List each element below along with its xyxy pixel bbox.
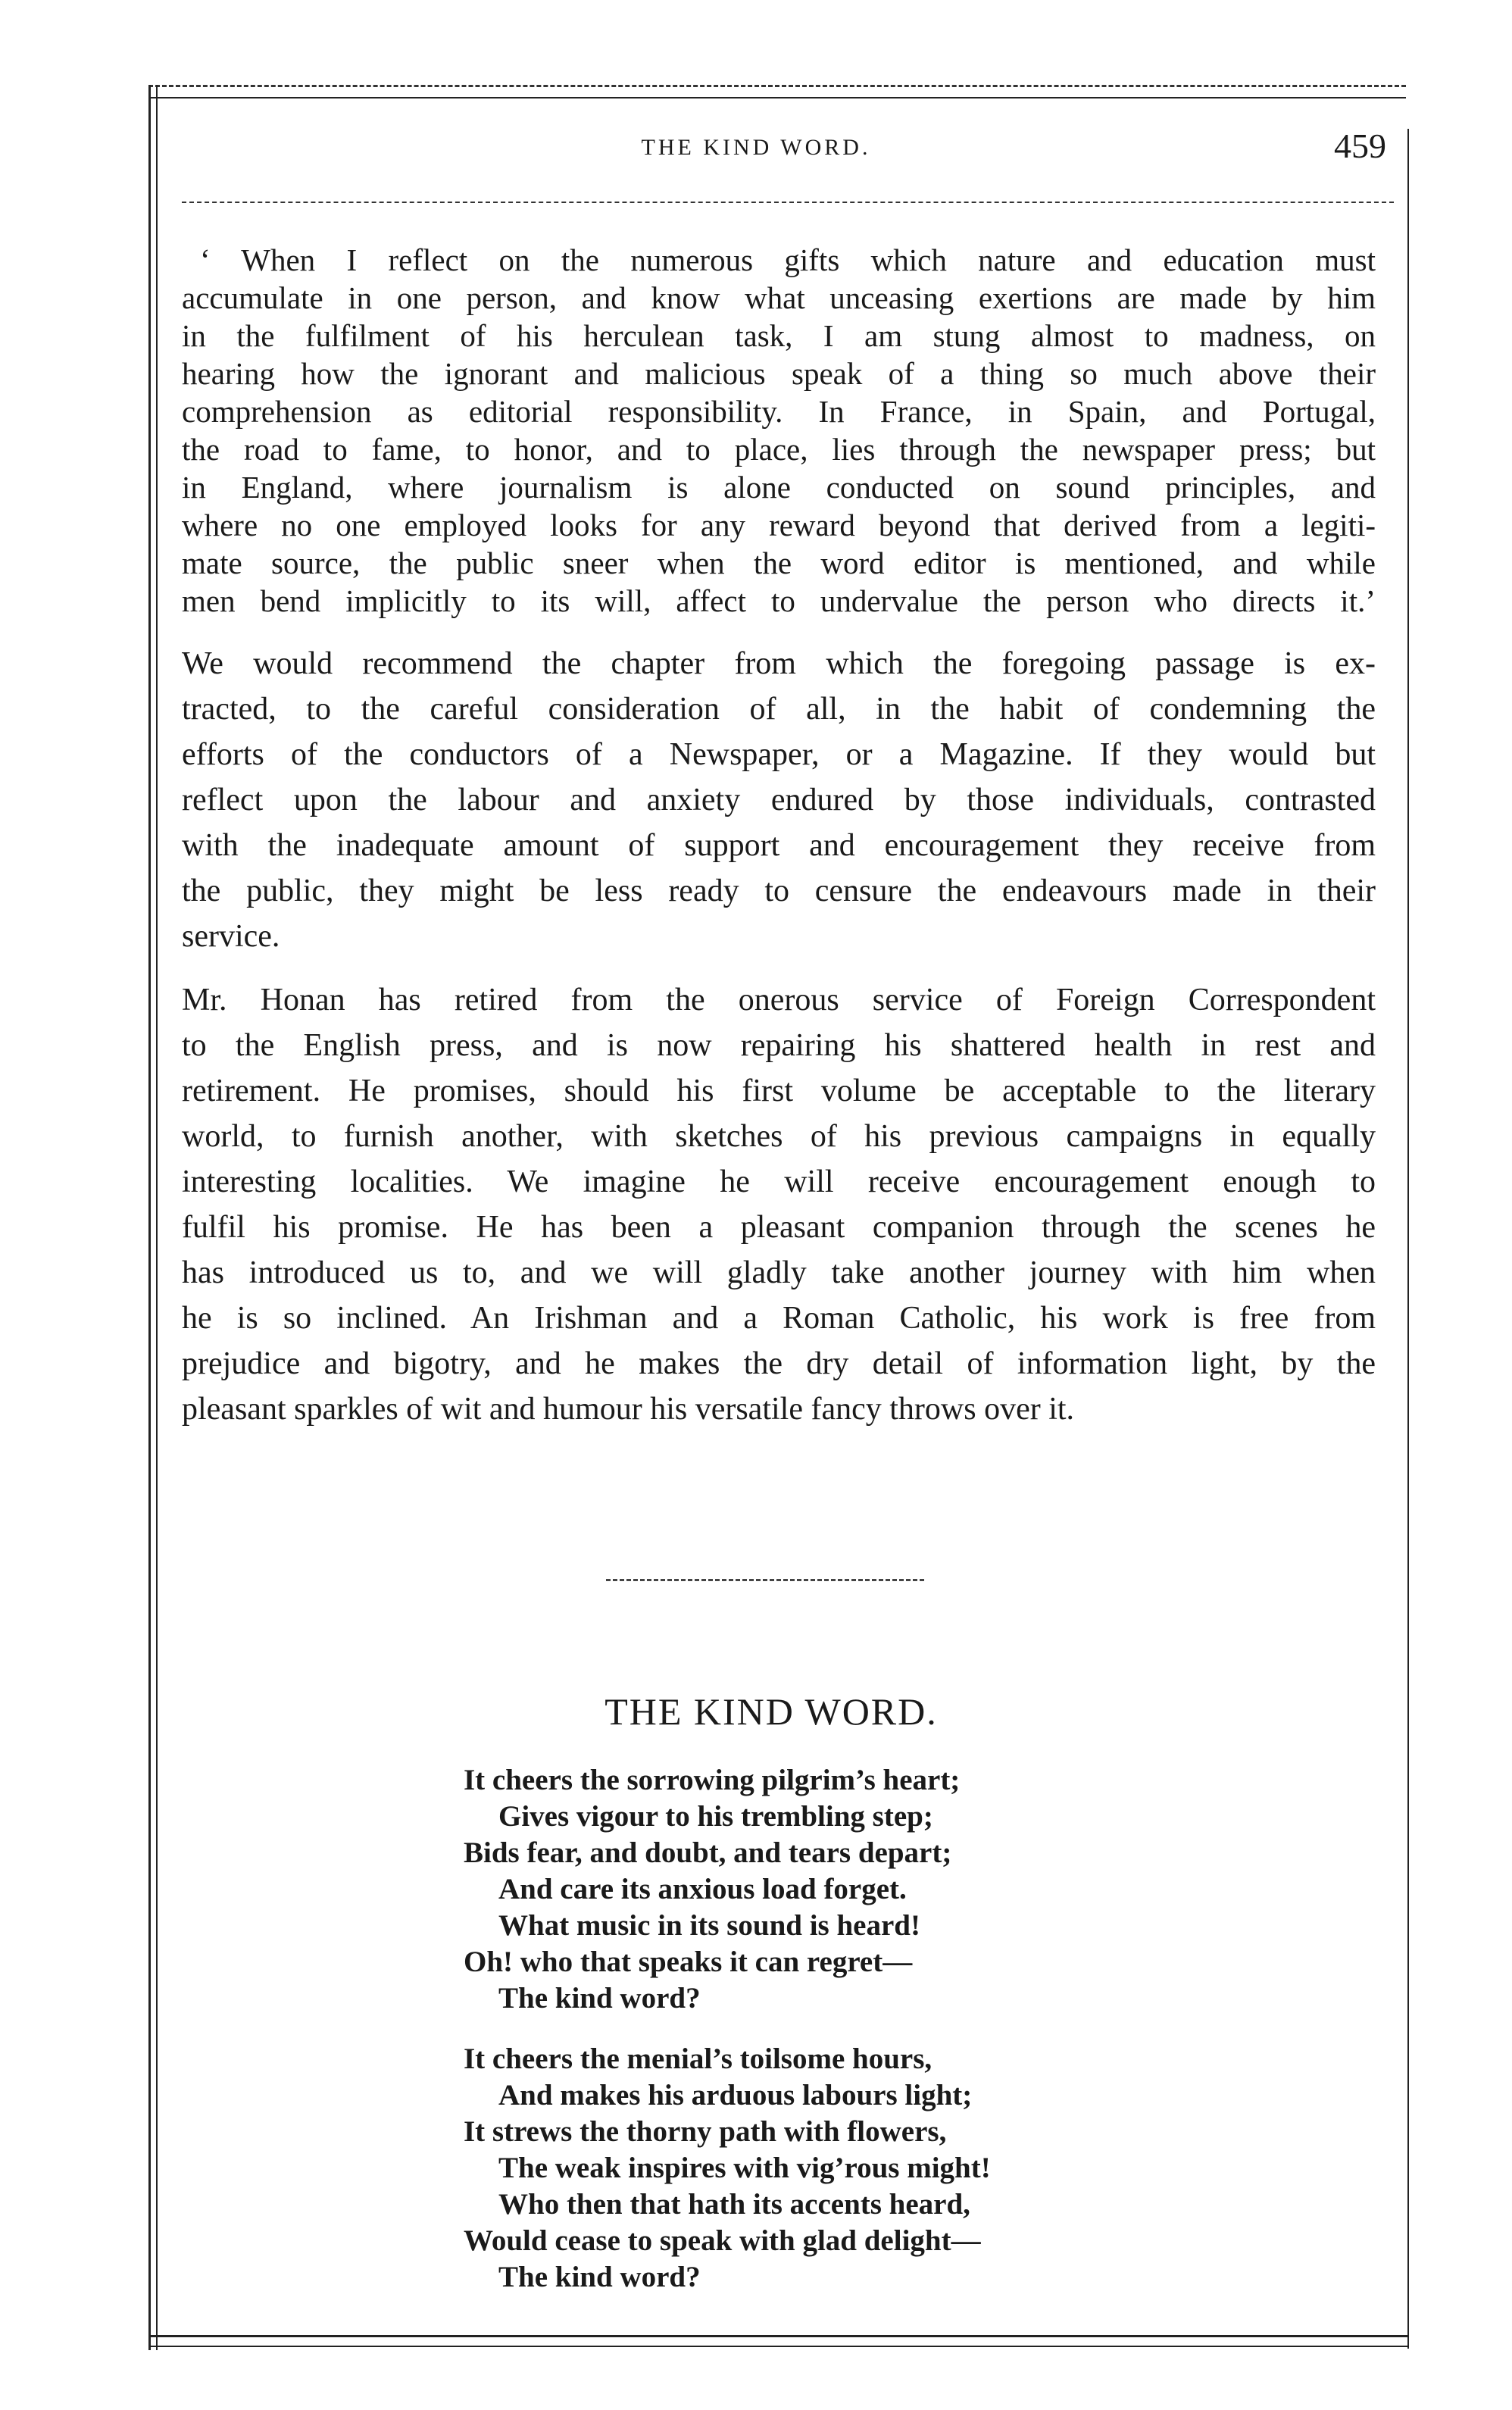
paragraph-line: the public, they might be less ready to censure the endeavours made in their	[182, 874, 1376, 908]
paragraph-line: retirement. He promises, should his first volume be acceptable to the literary	[182, 1074, 1376, 1108]
paragraph-line: tracted, to the careful consideration of all, in the habit of condemning the	[182, 692, 1376, 727]
quotation-block	[182, 241, 1376, 620]
poem-verse: The kind word?	[498, 2261, 701, 2293]
poem-verse: And makes his arduous labours light;	[498, 2079, 973, 2111]
paragraph-line: We would recommend the chapter from which the foregoing passage is ex-	[182, 646, 1376, 681]
top-rule	[148, 85, 1406, 87]
paragraph-line: prejudice and bigotry, and he makes the dry detail of information light, by the	[182, 1346, 1376, 1381]
bottom-rule	[148, 2335, 1409, 2337]
quotation-line: where no one employed looks for any reward beyond that derived from a legiti-	[182, 508, 1376, 542]
poem-verse: It strews the thorny path with flowers,	[464, 2115, 947, 2148]
poem-stanza-1	[464, 1762, 1145, 2017]
poem-verse: What music in its sound is heard!	[498, 1909, 920, 1942]
paragraph-line: service.	[182, 919, 280, 954]
poem-verse: It cheers the menial’s toilsome hours,	[464, 2043, 933, 2075]
quotation-line: men bend implicitly to its will, affect to undervalue the person who directs it.’	[182, 583, 1376, 618]
poem-stanza-2	[464, 2041, 1145, 2296]
poem-verse: Bids fear, and doubt, and tears depart;	[464, 1836, 952, 1869]
poem-title: THE KIND WORD.	[604, 1690, 938, 1733]
quotation-line: accumulate in one person, and know what unceasing exertions are made by him	[182, 280, 1376, 315]
poem-verse: The weak inspires with vig’rous might!	[498, 2152, 991, 2184]
paragraph-line: world, to furnish another, with sketches of his previous campaigns in equally	[182, 1119, 1376, 1154]
left-border	[148, 85, 151, 2350]
quotation-line: the road to fame, to honor, and to place, lies through the newspaper press; but	[182, 432, 1376, 467]
quotation-line: mate source, the public sneer when the word editor is mentioned, and while	[182, 545, 1376, 580]
right-border	[1407, 129, 1409, 2349]
paragraph-honan	[182, 977, 1376, 1432]
paragraph-line: to the English press, and is now repairing his shattered health in rest and	[182, 1028, 1376, 1063]
running-title: THE KIND WORD.	[641, 135, 871, 160]
paragraph-line: has introduced us to, and we will gladly take another journey with him when	[182, 1255, 1376, 1290]
quotation-line: in England, where journalism is alone conducted on sound principles, and	[182, 470, 1376, 505]
poem-verse: The kind word?	[498, 1982, 701, 2015]
paragraph-line: fulfil his promise. He has been a pleasant companion through the scenes he	[182, 1210, 1376, 1245]
page-number: 459	[1334, 127, 1386, 165]
header-rule	[182, 202, 1394, 203]
poem-verse: Gives vigour to his trembling step;	[498, 1800, 933, 1833]
paragraph-line: interesting localities. We imagine he will receive encouragement enough to	[182, 1164, 1376, 1199]
bottom-rule-thin	[148, 2346, 1409, 2347]
paragraph-line: Mr. Honan has retired from the onerous service of Foreign Correspondent	[182, 983, 1376, 1017]
poem-verse: Would cease to speak with glad delight—	[464, 2224, 981, 2257]
quotation-line: hearing how the ignorant and malicious speak of a thing so much above their	[182, 356, 1376, 391]
left-border-inner	[156, 85, 158, 2350]
paragraph-line: efforts of the conductors of a Newspaper, or a Magazine. If they would but	[182, 737, 1376, 772]
top-rule-thin	[148, 97, 1406, 98]
paragraph-line: pleasant sparkles of wit and humour his versatile fancy throws over it.	[182, 1392, 1075, 1427]
poem-verse: Who then that hath its accents heard,	[498, 2188, 970, 2221]
poem-verse: Oh! who that speaks it can regret—	[464, 1946, 913, 1978]
paragraph-line: reflect upon the labour and anxiety endured by those individuals, contrasted	[182, 783, 1376, 817]
paragraph-line: he is so inclined. An Irishman and a Roman Catholic, his work is free from	[182, 1301, 1376, 1336]
paragraph-recommendation	[182, 641, 1376, 959]
section-separator	[606, 1579, 924, 1581]
poem-verse: It cheers the sorrowing pilgrim’s heart;	[464, 1764, 961, 1796]
quotation-line: ‘ When I reflect on the numerous gifts which nature and education must	[200, 242, 1376, 277]
paragraph-line: with the inadequate amount of support and encouragement they receive from	[182, 828, 1376, 863]
poem-verse: And care its anxious load forget.	[498, 1873, 907, 1905]
quotation-line: in the fulfilment of his herculean task, I am stung almost to madness, on	[182, 318, 1376, 353]
quotation-line: comprehension as editorial responsibility. In France, in Spain, and Portugal,	[182, 394, 1376, 429]
